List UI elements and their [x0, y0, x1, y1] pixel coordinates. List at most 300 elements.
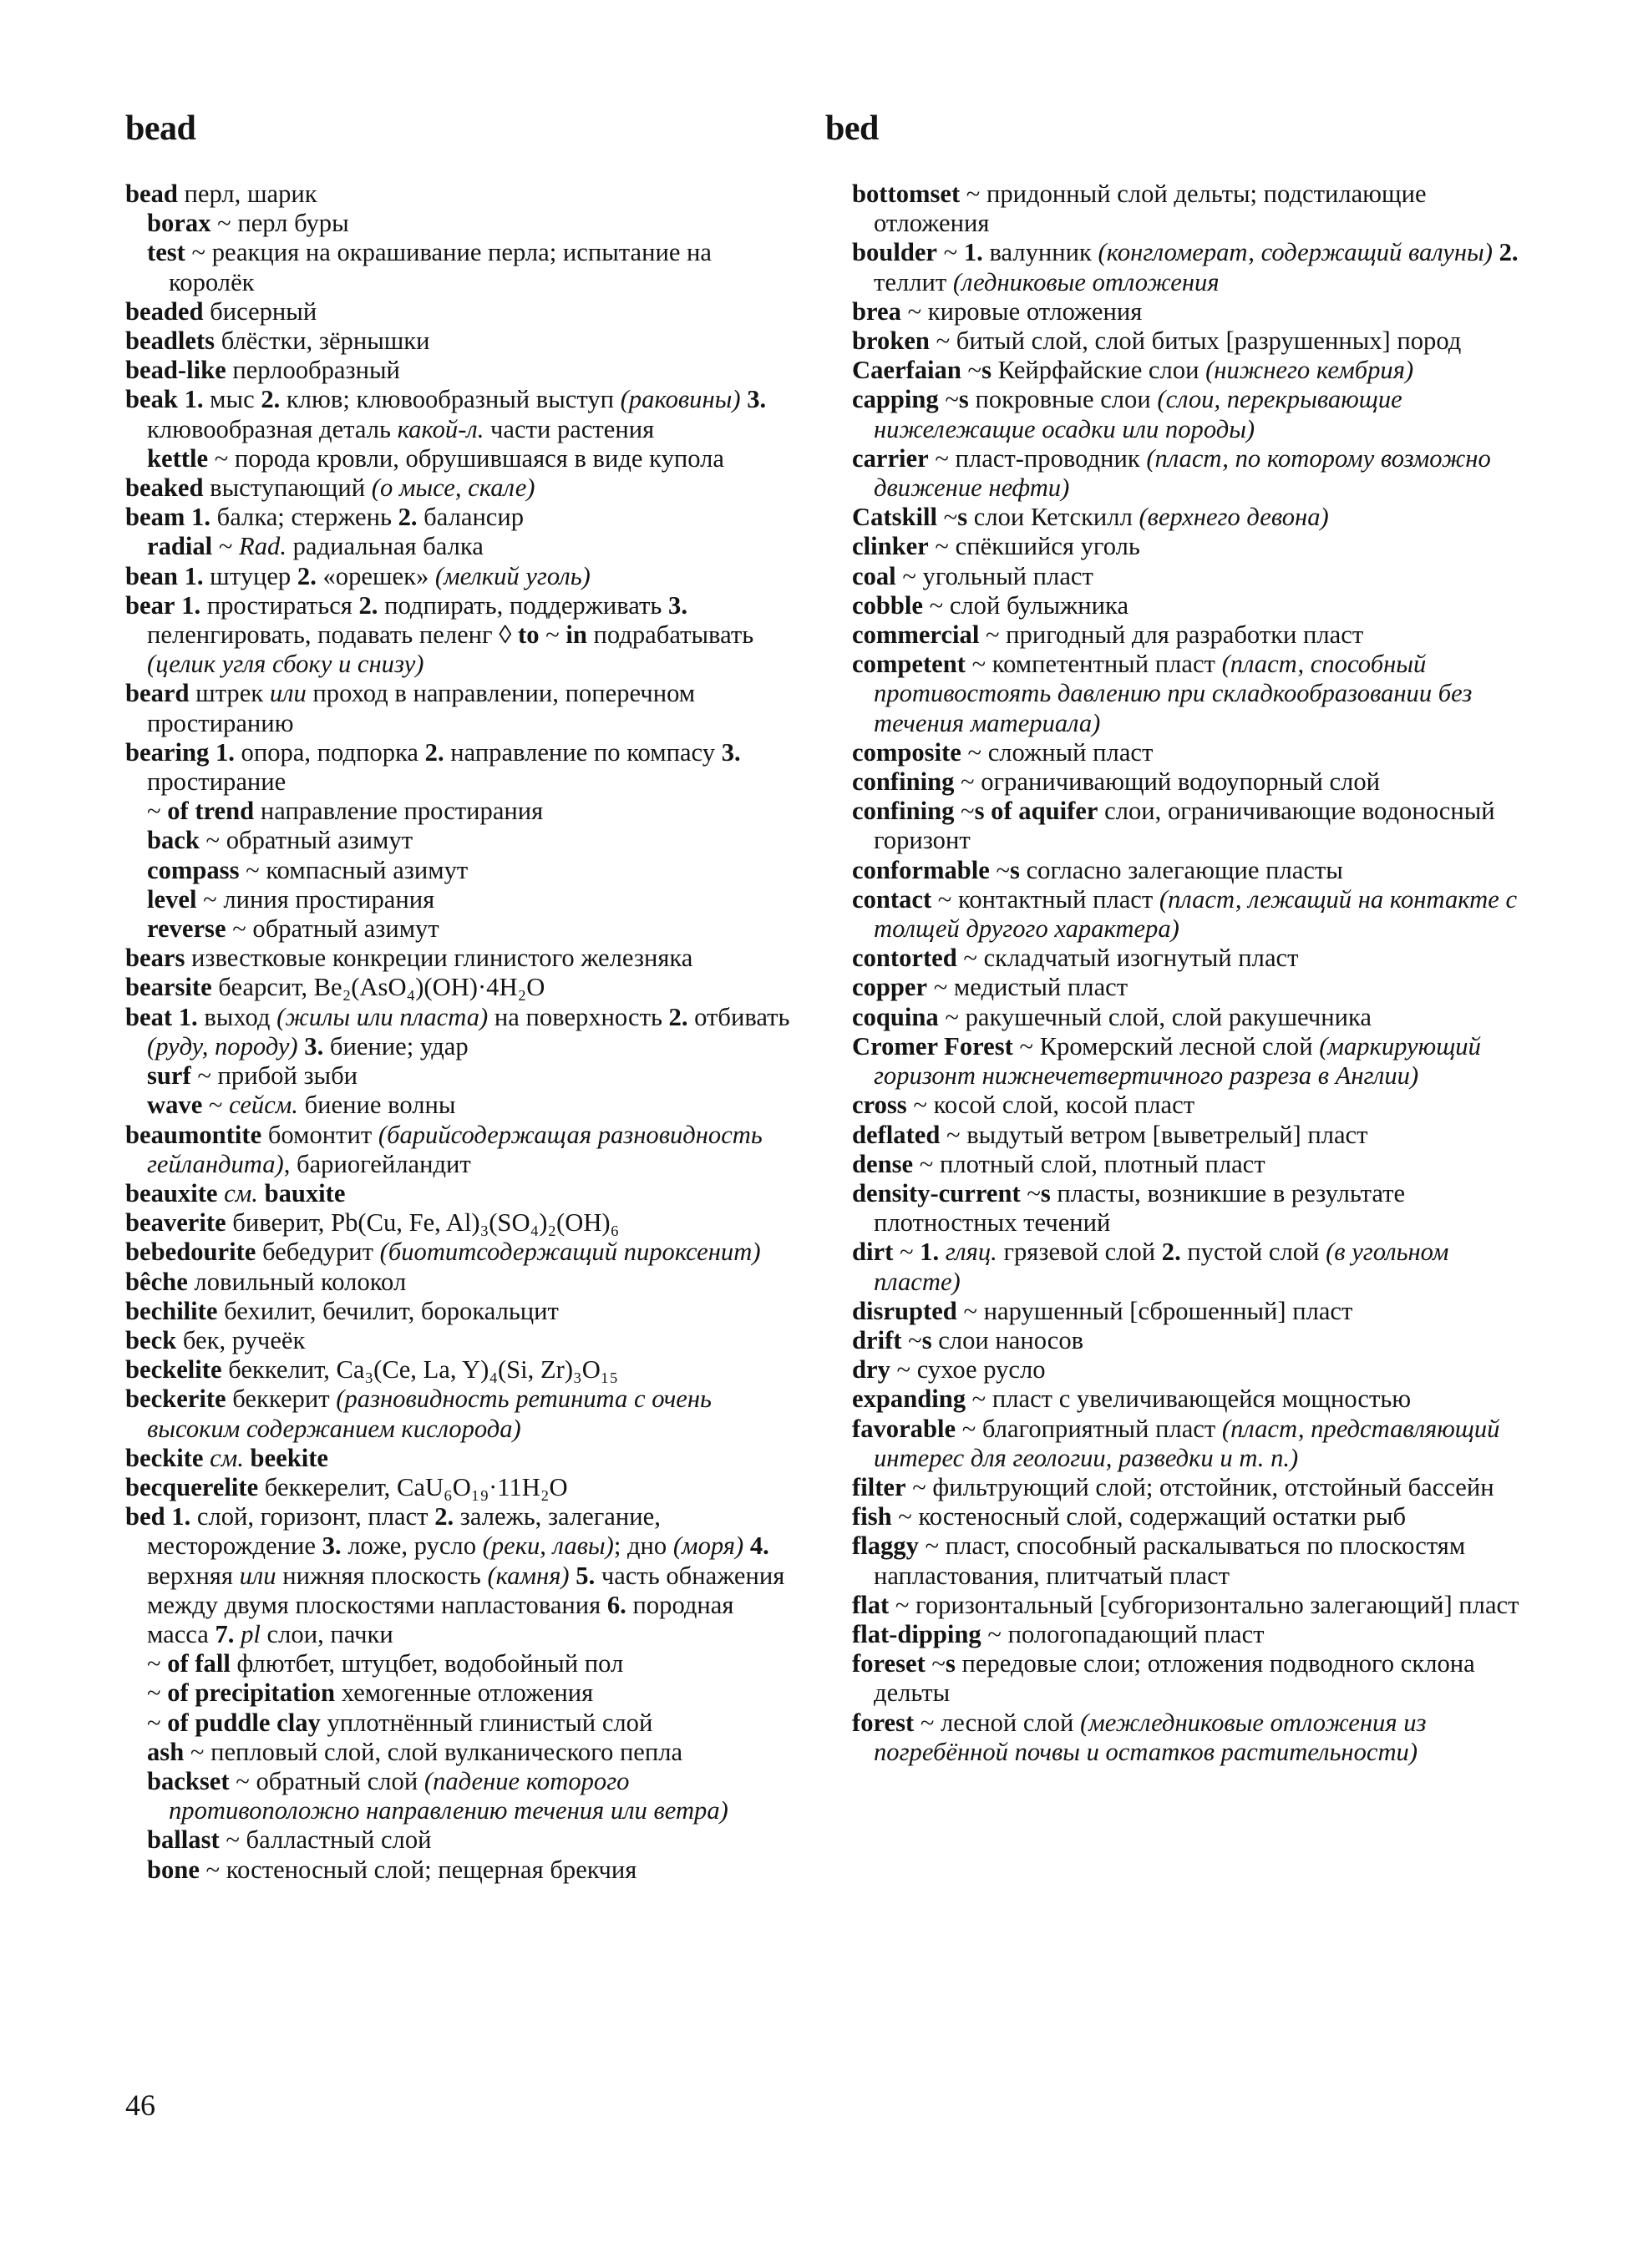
dictionary-entry [125, 591, 794, 680]
dictionary-entry [852, 1003, 1520, 1032]
definition-text: опора, подпорка [234, 737, 425, 767]
definition-text: ~ ракушечный слой, слой ракушечника [938, 1002, 1372, 1031]
definition-text: клювообразная деталь [147, 414, 398, 443]
definition-text: ~ компетентный пласт [965, 650, 1222, 679]
dictionary-entry [852, 738, 1520, 767]
dictionary-entry [852, 1297, 1520, 1326]
headword: flaggy [852, 1531, 919, 1561]
definition-text: уплотнённый глинистый слой [320, 1708, 653, 1737]
definition-text: балансир [417, 503, 525, 532]
dictionary-entry [852, 885, 1520, 944]
subentry [125, 914, 794, 944]
definition-text: бехилит, бечилит, борокальцит [217, 1296, 559, 1325]
headword: fish [852, 1502, 892, 1531]
italic-note: см. [210, 1443, 244, 1472]
italic-note: (барийсодержащая разновидность гейландита) [147, 1120, 763, 1178]
bold-term: 2. [261, 385, 281, 414]
bold-term: s [958, 385, 969, 414]
headword: ballast [147, 1825, 220, 1855]
headword: bechilite [125, 1296, 218, 1325]
headword: beaverite [125, 1208, 226, 1238]
subentry [125, 209, 794, 238]
dictionary-entry [852, 532, 1520, 561]
subentry [125, 1825, 794, 1855]
dictionary-entry [125, 1326, 794, 1355]
definition-text: штрек [189, 679, 270, 708]
dictionary-entry [125, 385, 794, 443]
definition-text: бисерный [203, 296, 317, 326]
dictionary-entry [125, 1179, 794, 1208]
bold-term: 1. [171, 1502, 191, 1531]
definition-text: слои, ограничивающие водоносный горизонт [874, 797, 1495, 855]
headword: radial [147, 532, 213, 561]
headword: bean [125, 561, 178, 590]
italic-note: сейсм. [229, 1091, 298, 1120]
bold-term: 1. [215, 737, 235, 767]
dictionary-column-right [852, 180, 1520, 1767]
headword: contact [852, 884, 932, 914]
definition-text: ~ [539, 620, 566, 650]
italic-note: (верхнего девона) [1139, 503, 1329, 532]
definition-text: ~ спёкшийся уголь [928, 532, 1140, 561]
definition-text: ~ [938, 385, 959, 414]
dictionary-entry [852, 856, 1520, 885]
headword: commercial [852, 620, 980, 650]
dictionary-entry [852, 238, 1520, 296]
definition-text: ~ ограничивающий водоупорный слой [954, 767, 1380, 797]
definition-text: ~ благоприятный пласт [956, 1414, 1222, 1443]
dictionary-entry [852, 1326, 1520, 1355]
definition-text: беккелит, Ca₃(Ce, La, Y)₄(Si, Zr)₃O₁₅ [221, 1355, 619, 1385]
italic-note: (ледниковые отложения [952, 267, 1220, 296]
dictionary-entry [125, 1268, 794, 1297]
dictionary-entry [852, 767, 1520, 797]
dictionary-entry [852, 1179, 1520, 1238]
italic-note: (пласт, представляющий интерес для геологии, разведки и т. п.) [874, 1414, 1500, 1472]
definition-text: Кейрфайские слои [991, 356, 1206, 385]
bold-term: 2. [1161, 1238, 1181, 1267]
headword: surf [147, 1061, 191, 1091]
headword: carrier [852, 443, 929, 473]
definition-text: перл, шарик [177, 180, 317, 208]
italic-note: Rad. [239, 532, 287, 561]
bold-term: 3. [322, 1531, 342, 1561]
headword: cobble [852, 590, 923, 620]
dictionary-entry [125, 1385, 794, 1443]
headword: beam [125, 503, 185, 532]
headword: coal [852, 561, 896, 590]
definition-text: ; дно [613, 1531, 673, 1561]
bold-term: 2. [1499, 238, 1519, 267]
dictionary-entry [125, 1238, 794, 1267]
bold-term: 2. [358, 590, 378, 620]
definition-text: биение волны [297, 1091, 456, 1120]
definition-text: ~ [925, 1649, 946, 1678]
definition-text: ~ [202, 1091, 230, 1120]
definition-text: отбивать [687, 1002, 790, 1031]
definition-text: ~ выдутый ветром [выветрелый] пласт [940, 1120, 1368, 1149]
subentry [125, 1709, 794, 1738]
definition-text: ~ горизонтальный [субгоризонтально залегающий] пласт [889, 1590, 1519, 1619]
definition-text: ~ порода кровли, обрушившаяся в виде купола [208, 443, 725, 473]
dictionary-entry [125, 180, 794, 209]
definition-text: пласты, возникшие в результате плотностных течений [874, 1178, 1406, 1238]
dictionary-entry [125, 473, 794, 503]
italic-note: или [239, 1561, 276, 1590]
dictionary-entry [125, 1003, 794, 1061]
headword: beaked [125, 473, 204, 503]
bold-term: s [921, 1325, 932, 1354]
italic-note: (раковины) [620, 385, 741, 414]
definition-text [743, 1531, 750, 1560]
italic-note: (мелкий уголь) [434, 561, 591, 590]
headword: cross [852, 1091, 907, 1120]
definition-text: простирание [147, 767, 287, 797]
bold-term: 2. [424, 737, 444, 767]
headword: bearsite [125, 973, 212, 1002]
headword: Cromer Forest [852, 1031, 1013, 1061]
headword: conformable [852, 855, 990, 884]
definition-text: ~ [147, 1708, 168, 1737]
definition-text: ~ [147, 797, 168, 826]
definition-text: верхняя [147, 1561, 240, 1590]
bold-term: 3. [747, 385, 767, 414]
dictionary-entry [852, 297, 1520, 327]
dictionary-entry [852, 1355, 1520, 1385]
dictionary-entry [852, 591, 1520, 620]
definition-text: ~ слой булыжника [922, 590, 1129, 620]
subentry [125, 856, 794, 885]
definition-text: выступающий [203, 473, 372, 503]
dictionary-entry [852, 1531, 1520, 1590]
bold-term: s [945, 1649, 956, 1678]
italic-note: (маркирующий горизонт нижнечетвертичного разреза в Англии) [874, 1031, 1481, 1091]
definition-text: ~ плотный слой, плотный пласт [913, 1149, 1265, 1178]
headword: backset [147, 1766, 230, 1795]
definition-text: на поверхность [488, 1002, 669, 1031]
definition-text [172, 1003, 179, 1031]
definition-text: беккерелит, CaU₆O₁₉·11H₂O [258, 1472, 568, 1501]
definition-text: слой, горизонт, пласт [190, 1502, 435, 1531]
subentry [125, 885, 794, 914]
definition-text: грязевой слой [997, 1238, 1162, 1267]
definition-text: ~ реакция на окрашивание перла; испытание на королёк [169, 238, 713, 296]
bold-term: 1. [191, 503, 210, 532]
definition-text: ~ [961, 356, 982, 385]
dictionary-entry [852, 1473, 1520, 1502]
definition-text [258, 1179, 265, 1207]
bold-term: 2. [398, 503, 418, 532]
definition-text: ~ пологопадающий пласт [981, 1619, 1265, 1648]
headword: borax [147, 209, 211, 238]
dictionary-entry [852, 1649, 1520, 1708]
definition-text: ложе, русло [341, 1531, 483, 1561]
dictionary-entry [125, 1473, 794, 1502]
definition-text: ~ [147, 1678, 168, 1708]
dictionary-entry [125, 738, 794, 797]
subentry [125, 1767, 794, 1825]
italic-note: (реки, лавы) [482, 1531, 614, 1561]
definition-text: ~ [937, 238, 964, 267]
headword: beat [125, 1002, 173, 1031]
italic-note: (межледниковые отложения из погребённой почвы и остатков растительности) [874, 1708, 1427, 1766]
definition-text: ~ [901, 1325, 922, 1354]
definition-text: радиальная балка [286, 532, 484, 561]
dictionary-entry [125, 1444, 794, 1473]
headword: competent [852, 650, 966, 679]
definition-text: ~ прибой зыби [190, 1061, 358, 1091]
definition-text: нижняя плоскость [276, 1561, 488, 1590]
dictionary-entry [852, 356, 1520, 385]
italic-note: (в угольном пласте) [874, 1238, 1449, 1296]
italic-note: pl [241, 1619, 261, 1648]
headword: bone [147, 1855, 200, 1884]
definition-text [244, 1444, 251, 1472]
bold-term: 1. [963, 238, 983, 267]
definition-text: перлообразный [226, 356, 400, 385]
dictionary-entry [852, 944, 1520, 973]
dictionary-entry [852, 1591, 1520, 1620]
definition-text: бек, ручеёк [176, 1325, 306, 1354]
headword: foreset [852, 1649, 926, 1678]
headword: dense [852, 1149, 914, 1178]
definition-text [1493, 238, 1499, 266]
definition-text: ~ Кромерский лесной слой [1012, 1031, 1320, 1061]
definition-text: ~ сложный пласт [961, 737, 1154, 767]
definition-text: блёстки, зёрнышки [215, 327, 430, 356]
bold-term: 7. [215, 1619, 235, 1648]
definition-text: простираться [200, 590, 359, 620]
dictionary-entry [852, 1620, 1520, 1649]
italic-note: (целик угля сбоку и снизу) [147, 650, 424, 679]
bold-term: s [1010, 855, 1020, 884]
definition-text: бебедурит [256, 1238, 380, 1267]
headword: reverse [147, 914, 226, 944]
headword: flat-dipping [852, 1619, 981, 1648]
dictionary-entry [125, 297, 794, 327]
dictionary-entry [852, 503, 1520, 532]
dictionary-entry [852, 444, 1520, 503]
headword: clinker [852, 532, 929, 561]
headword: bear [125, 590, 175, 620]
bold-term: 3. [668, 590, 687, 620]
italic-note: (слои, перекрывающие нижележащие осадки или породы) [874, 385, 1402, 443]
definition-text: слои, пачки [260, 1619, 393, 1648]
headword: beak [125, 385, 178, 414]
definition-text: ~ пласт, способный раскалываться по плоскостям напластования, плитчатый пласт [874, 1531, 1466, 1590]
bold-term: 6. [606, 1590, 626, 1619]
bold-term: 1. [920, 1238, 940, 1267]
dictionary-entry [852, 562, 1520, 591]
dictionary-entry [852, 973, 1520, 1002]
dictionary-entry [852, 1032, 1520, 1091]
definition-text: хемогенные отложения [335, 1678, 594, 1708]
definition-text: части растения [484, 414, 655, 443]
italic-note: (пласт, лежащий на контакте с толщей другого характера) [874, 884, 1518, 944]
definition-text [185, 503, 191, 531]
dictionary-entry [852, 1415, 1520, 1473]
definition-text: породная масса [147, 1590, 734, 1648]
definition-text: ~ [1020, 1178, 1041, 1207]
headword: Catskill [852, 503, 937, 532]
headword: confining [852, 767, 955, 797]
definition-text: согласно залегающие пласты [1019, 855, 1343, 884]
italic-note: (падение которого противоположно направлению течения или ветра) [169, 1766, 728, 1825]
headword: filter [852, 1472, 906, 1501]
definition-text: ~ пласт с увеличивающейся мощностью [966, 1385, 1412, 1414]
headword: disrupted [852, 1296, 957, 1325]
headword: dry [852, 1355, 890, 1385]
bold-term: s [957, 503, 968, 532]
subentry [125, 238, 794, 296]
definition-text: ~ обратный азимут [226, 914, 439, 944]
bold-term: of puddle clay [167, 1708, 321, 1737]
dictionary-entry [852, 620, 1520, 650]
definition-text: ~ лесной слой [914, 1708, 1081, 1737]
definition-text: ~ [954, 797, 975, 826]
bold-term: 5. [576, 1561, 596, 1590]
definition-text: «орешек» [316, 561, 435, 590]
definition-text: ~ перл буры [210, 209, 349, 238]
dictionary-entry [125, 503, 794, 532]
bold-term: 1. [184, 385, 204, 414]
definition-text: мыс [203, 385, 261, 414]
dictionary-entry [125, 973, 794, 1002]
definition-text [178, 562, 185, 590]
bold-term: s of aquifer [974, 797, 1098, 826]
definition-text: слои Кетскилл [967, 503, 1139, 532]
definition-text: ~ обратный азимут [199, 826, 413, 855]
headword: contorted [852, 944, 957, 973]
headword: wave [147, 1091, 203, 1120]
definition-text [178, 385, 185, 413]
bold-term: 2. [297, 561, 317, 590]
dictionary-entry [852, 1121, 1520, 1150]
dictionary-entry [852, 385, 1520, 443]
definition-text: биверит, Pb(Cu, Fe, Al)₃(SO₄)₂(OH)₆ [226, 1208, 620, 1238]
headword: flat [852, 1590, 890, 1619]
definition-text: ~ сухое русло [890, 1355, 1046, 1385]
headword: beckerite [125, 1385, 226, 1414]
headword: beckelite [125, 1355, 222, 1385]
definition-text: ~ нарушенный [сброшенный] пласт [956, 1296, 1353, 1325]
definition-text: ~ пригодный для разработки пласт [979, 620, 1364, 650]
italic-note: (пласт, по которому возможно движение нефти) [874, 443, 1491, 503]
definition-text: подпирать, поддерживать [378, 590, 669, 620]
headword: bed [125, 1502, 165, 1531]
dictionary-entry [852, 1709, 1520, 1767]
definition-text: ~ медистый пласт [927, 973, 1128, 1002]
headword: beadlets [125, 327, 216, 356]
definition-text: покровные слои [968, 385, 1158, 414]
headword: dirt [852, 1238, 894, 1267]
bold-term: 2. [434, 1502, 454, 1531]
bold-term: beekite [250, 1443, 329, 1472]
definition-text: часть обнажения между двумя плоскостями напластования [147, 1561, 785, 1619]
definition-text: , бариогейландит [283, 1149, 471, 1178]
dictionary-entry [852, 650, 1520, 738]
headword: beaded [125, 296, 204, 326]
bold-term: of trend [167, 797, 255, 826]
definition-text: ~ контактный пласт [931, 884, 1159, 914]
definition-text: валунник [982, 238, 1098, 267]
definition-text: ~ пепловый слой, слой вулканического пепла [184, 1737, 683, 1766]
headword: bêche [125, 1267, 188, 1296]
definition-text: ~ костеносный слой, содержащий остатки рыб [891, 1502, 1407, 1531]
italic-note: (жилы или пласта) [276, 1002, 489, 1031]
definition-text [234, 1620, 241, 1648]
dictionary-entry [125, 1121, 794, 1179]
headword: beck [125, 1325, 177, 1354]
definition-text: ~ фильтрующий слой; отстойник, отстойный бассейн [905, 1472, 1494, 1501]
headword: capping [852, 385, 939, 414]
italic-note: (нижнего кембрия) [1205, 356, 1414, 385]
bold-term: 3. [721, 737, 741, 767]
dictionary-entry [125, 1355, 794, 1385]
italic-note: (биотитсодержащий пироксенит) [379, 1238, 761, 1267]
bold-term: of fall [167, 1649, 231, 1678]
bold-term: 3. [304, 1031, 324, 1061]
definition-text: направление простирания [254, 797, 544, 826]
subentry [125, 1091, 794, 1120]
headword: ash [147, 1737, 185, 1766]
bold-term: 4. [749, 1531, 769, 1561]
definition-text: ~ угольный пласт [895, 561, 1093, 590]
definition-text: пустой слой [1180, 1238, 1326, 1267]
headword: bebedourite [125, 1238, 256, 1267]
headword: coquina [852, 1002, 939, 1031]
headword: level [147, 884, 197, 914]
definition-text: ~ кировые отложения [900, 296, 1143, 326]
definition-text: ~ пласт-проводник [928, 443, 1147, 473]
page-number: 46 [125, 2088, 155, 2122]
bold-term: s [981, 356, 992, 385]
definition-text: ~ линия простирания [196, 884, 435, 914]
headword: copper [852, 973, 928, 1002]
dictionary-entry [125, 944, 794, 973]
dictionary-entry [852, 1502, 1520, 1531]
bold-term: 2. [668, 1002, 688, 1031]
bold-term: of precipitation [167, 1678, 336, 1708]
dictionary-entry [852, 180, 1520, 238]
headword: back [147, 826, 200, 855]
definition-text: ~ битый слой, слой битых [разрушенных] пород [929, 327, 1462, 356]
headword: beard [125, 679, 190, 708]
headword: density-current [852, 1178, 1021, 1207]
definition-text: ~ балластный слой [219, 1825, 432, 1855]
headword: becquerelite [125, 1472, 259, 1501]
headword: forest [852, 1708, 915, 1737]
dictionary-entry [125, 1502, 794, 1649]
definition-text: ~ придонный слой дельты; подстилающие отложения [874, 180, 1427, 238]
definition-text: передовые слои; отложения подводного склона дельты [874, 1649, 1475, 1708]
dictionary-column-left [125, 180, 794, 1885]
definition-text: беарсит, Be₂(AsO₄)(OH)·4H₂O [211, 973, 545, 1002]
definition-text: ~ [893, 1238, 921, 1267]
dictionary-entry [852, 1385, 1520, 1414]
definition-text [939, 1238, 946, 1266]
bold-term: to [518, 620, 540, 650]
definition-text: залежь, залегание, месторождение [147, 1502, 661, 1561]
italic-note: (разновидность ретинита с очень высоким содержанием кислорода) [147, 1385, 712, 1443]
definition-text: теллит [874, 267, 953, 296]
italic-note: (конгломерат, содержащий валуны) [1098, 238, 1493, 267]
italic-note: (руду, породу) [147, 1031, 298, 1061]
definition-text: ~ [989, 855, 1011, 884]
dictionary-entry [125, 356, 794, 385]
headword: beckite [125, 1443, 204, 1472]
running-head-right: bed [825, 109, 879, 148]
